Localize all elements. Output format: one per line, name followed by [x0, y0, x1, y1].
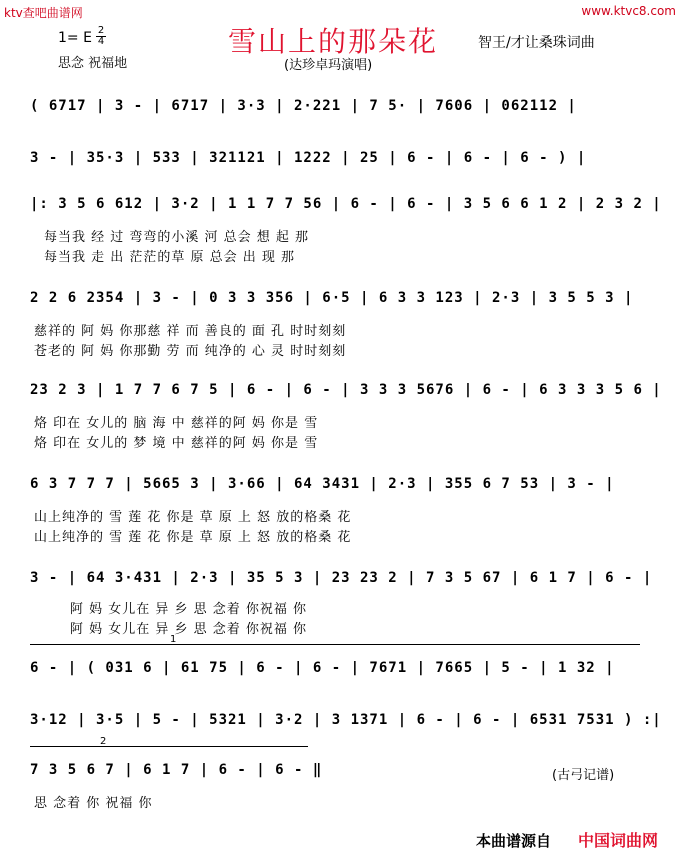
score-system-5: 23 2 3 | 1 7 7 6 7 5 | 6 - | 6 - | 3 3 3 5676 | 6 - | 6 3 3 3 5 6 | [30, 382, 662, 398]
lyric-verse-2: 阿 妈 女儿在 异 乡 思 念着 你祝福 你 [70, 622, 308, 637]
expression-mark: 思念 祝福地 [58, 56, 128, 71]
lyric-ending: 思 念着 你 祝福 你 [34, 796, 153, 811]
score-system-2: 3 - | 35·3 | 533 | 321121 | 1222 | 25 | 6 - | 6 - | 6 - ) | [30, 150, 587, 166]
source-label: 本曲谱源自 [476, 832, 552, 850]
score-system-7: 3 - | 64 3·431 | 2·3 | 35 5 3 | 23 23 2 | 7 3 5 67 | 6 1 7 | 6 - | [30, 570, 653, 586]
time-sig-top: 2 [97, 25, 105, 36]
score-system-9: 3·12 | 3·5 | 5 - | 5321 | 3·2 | 3 1371 | 6 - | 6 - | 6531 7531 ) :| [30, 712, 662, 728]
volta-2-label: 2 [100, 736, 107, 747]
lyric-verse-2: 苍老的 阿 妈 你那勤 劳 而 纯净的 心 灵 时时刻刻 [34, 344, 347, 359]
lyric-verse-2: 烙 印在 女儿的 梦 境 中 慈祥的阿 妈 你是 雪 [34, 436, 319, 451]
site-link-right[interactable]: www.ktvc8.com [581, 4, 676, 18]
singer-note: (达珍卓玛演唱) [284, 58, 373, 73]
score-system-4: 2 2 6 2354 | 3 - | 0 3 3 356 | 6·5 | 6 3 3 123 | 2·3 | 3 5 5 3 | [30, 290, 634, 306]
volta-2-bracket [30, 746, 308, 747]
source-site-link[interactable]: 中国词曲网 [578, 831, 659, 850]
lyric-verse-1: 烙 印在 女儿的 脑 海 中 慈祥的阿 妈 你是 雪 [34, 416, 319, 431]
lyric-verse-2: 每当我 走 出 茫茫的草 原 总会 出 现 那 [44, 250, 296, 265]
score-system-10: 7 3 5 6 7 | 6 1 7 | 6 - | 6 - ‖ [30, 762, 323, 778]
score-system-6: 6 3 7 7 7 | 5665 3 | 3·66 | 64 3431 | 2·3 | 355 6 7 53 | 3 - | [30, 476, 615, 492]
song-title: 雪山上的那朵花 [228, 25, 439, 58]
time-sig-bottom: 4 [97, 36, 105, 47]
key-signature: 1= E [58, 30, 92, 46]
credits: 智王/才让桑珠词曲 [478, 35, 595, 51]
volta-1-label: 1 [170, 634, 177, 645]
volta-1-bracket [30, 644, 640, 645]
site-link-left[interactable]: ktv查吧曲谱网 [4, 6, 83, 20]
score-system-1: ( 6717 | 3 - | 6717 | 3·3 | 2·221 | 7 5· | 7606 | 062112 | [30, 98, 577, 114]
lyric-verse-1: 慈祥的 阿 妈 你那慈 祥 而 善良的 面 孔 时时刻刻 [34, 324, 347, 339]
transcriber-note: (古弓记谱) [552, 768, 615, 783]
lyric-verse-1: 阿 妈 女儿在 异 乡 思 念着 你祝福 你 [70, 602, 308, 617]
score-system-8: 6 - | ( 031 6 | 61 75 | 6 - | 6 - | 7671 | 7665 | 5 - | 1 32 | [30, 660, 615, 676]
lyric-verse-2: 山上纯净的 雪 莲 花 你是 草 原 上 怒 放的格桑 花 [34, 530, 352, 545]
lyric-verse-1: 每当我 经 过 弯弯的小溪 河 总会 想 起 那 [44, 230, 310, 245]
lyric-verse-1: 山上纯净的 雪 莲 花 你是 草 原 上 怒 放的格桑 花 [34, 510, 352, 525]
time-signature [96, 26, 106, 47]
score-system-3: |: 3 5 6 612 | 3·2 | 1 1 7 7 56 | 6 - | 6 - | 3 5 6 6 1 2 | 2 3 2 | [30, 196, 662, 212]
